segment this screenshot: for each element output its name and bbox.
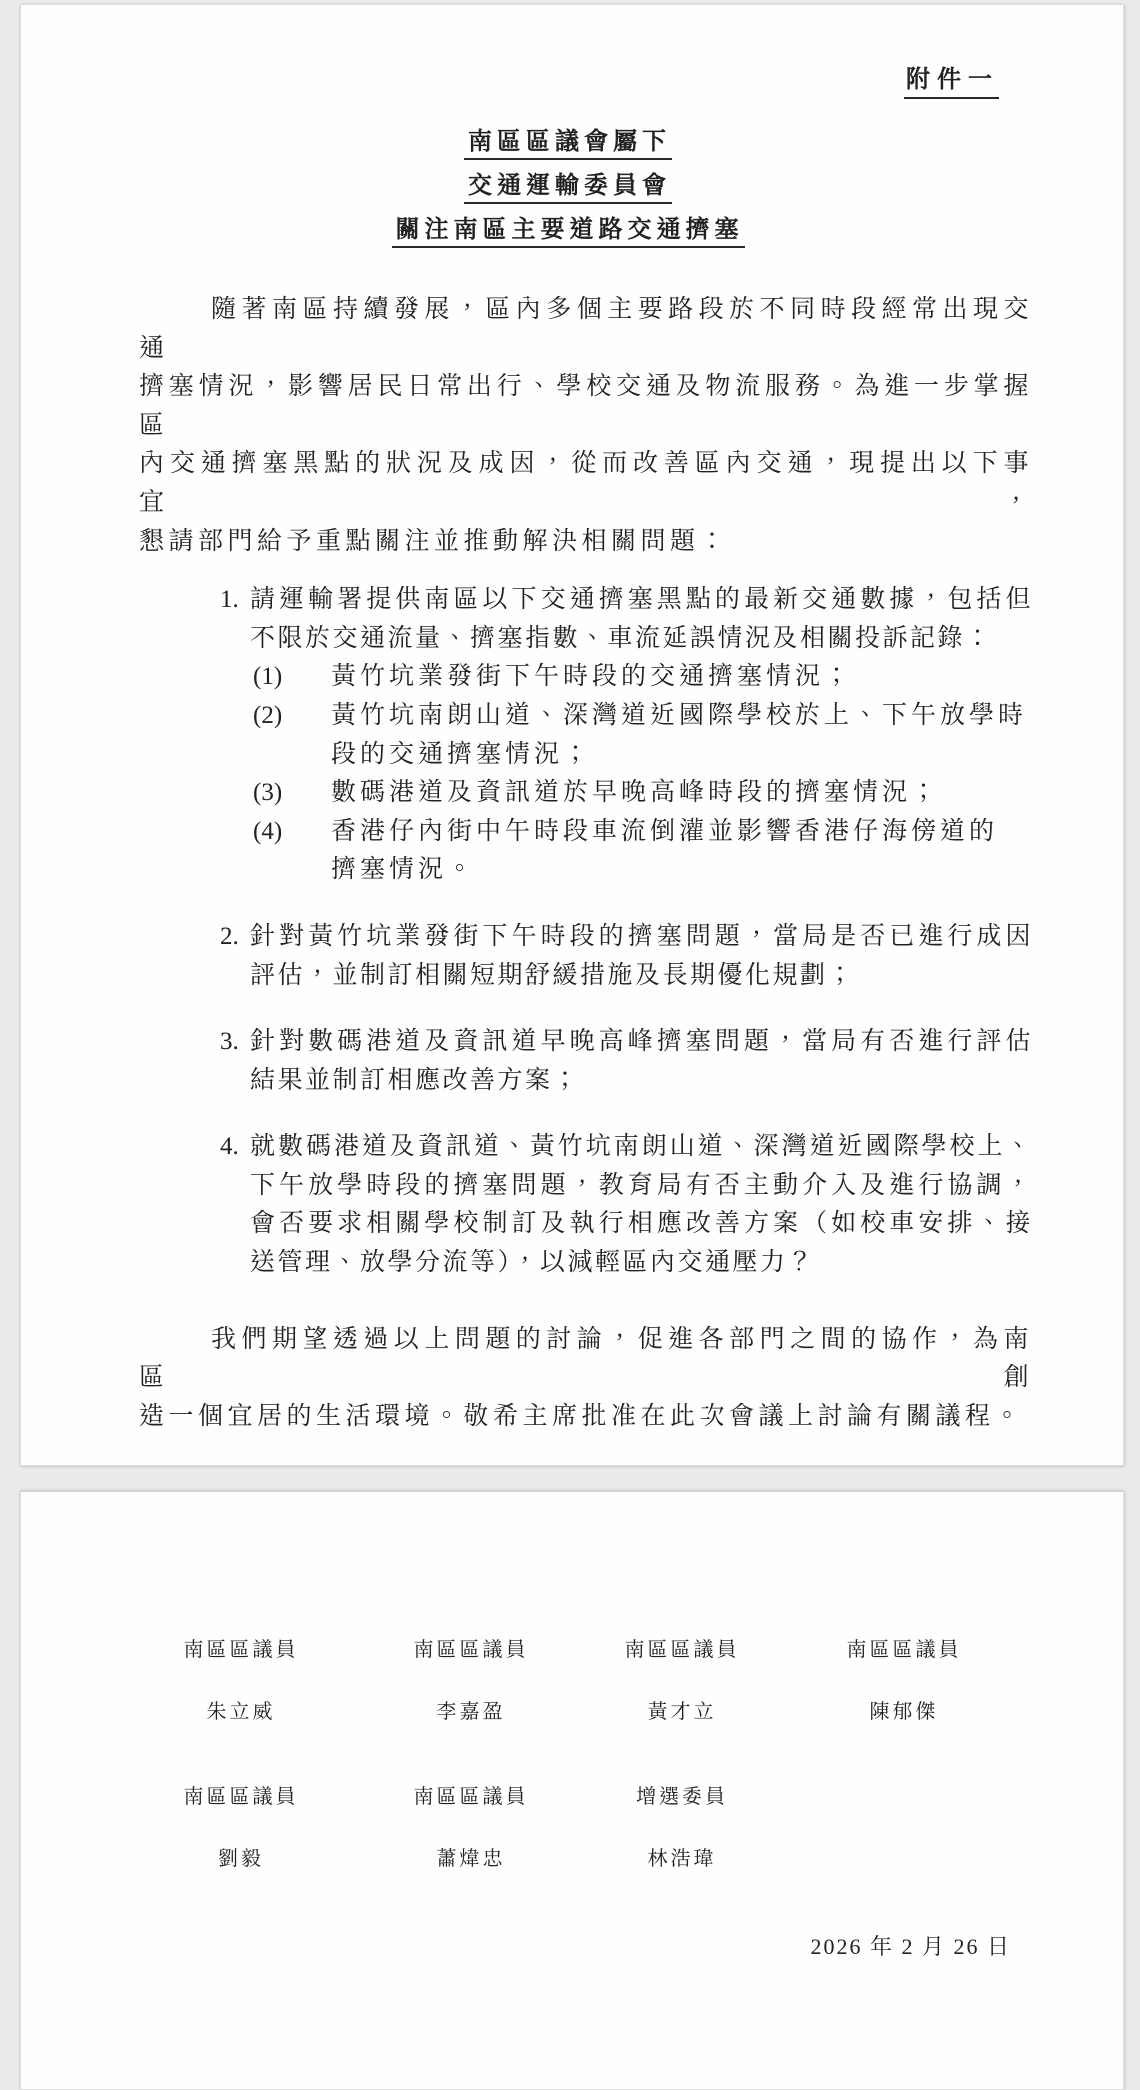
document-body (139, 291, 1033, 1436)
signatory-title: 南區區議員 (846, 1639, 962, 1661)
list-item (139, 1023, 1033, 1100)
sub-item-text (331, 658, 1033, 697)
sub-item-text (331, 697, 1033, 774)
signatory-name: 劉毅 (218, 1848, 264, 1870)
text-line: 我們期望透過以上問題的討論，促進各部門之間的協作，為南區創 (139, 1325, 1033, 1392)
sub-item-marker: (3) (253, 779, 283, 807)
sub-list-item (250, 658, 1033, 697)
list-item-text (250, 1128, 1033, 1282)
text-line: 針對黃竹坑業發街下午時段的擠塞問題，當局是否已進行成因 (250, 922, 1033, 950)
sub-list-item (250, 697, 1033, 774)
document-title-line: 交通運輸委員會 (464, 173, 672, 204)
list-item-number: 1. (220, 586, 239, 614)
document-date: 2026 年 2 月 26 日 (810, 1934, 1011, 1959)
text-line: 段的交通擠塞情況； (331, 740, 593, 768)
sub-item-text (331, 774, 1033, 813)
document-title (121, 129, 1015, 261)
text-line: 懇請部門給予重點關注並推動解決相關問題： (139, 527, 730, 555)
text-line: 擠塞情況，影響居民日常出行、學校交通及物流服務。為進一步掌握區 (139, 373, 1033, 439)
document-title-line: 南區區議會屬下 (464, 129, 672, 160)
document-title-row (121, 217, 1015, 248)
document-page-1 (20, 4, 1124, 1466)
signatory-title: 南區區議員 (183, 1786, 299, 1808)
text-line: 擠塞情況。 (331, 856, 477, 884)
signature-cell (146, 1785, 336, 1871)
signatory-name: 黃才立 (647, 1701, 717, 1723)
list-item-text (250, 918, 1033, 995)
list-item (139, 918, 1033, 995)
list-item (139, 1128, 1033, 1282)
text-line: 請運輸署提供南區以下交通擠塞黑點的最新交通數據，包括但 (250, 586, 1033, 614)
signature-cell (587, 1638, 777, 1724)
text-line: 香港仔內街中午時段車流倒灌並影響香港仔海傍道的 (331, 817, 999, 845)
list-item-text (250, 581, 1033, 658)
text-line: 評估，並制訂相關短期舒緩措施及長期優化規劃； (250, 961, 856, 989)
sub-item-marker: (2) (253, 701, 283, 729)
signatory-title: 南區區議員 (413, 1639, 529, 1661)
text-line: 數碼港道及資訊道於早晚高峰時段的擠塞情況； (331, 779, 941, 807)
signature-row-2 (21, 1785, 1125, 1905)
text-line: 內交通擠塞黑點的狀況及成因，從而改善區內交通，現提出以下事宜， (139, 450, 1033, 516)
signature-cell (587, 1785, 777, 1871)
signatory-name: 朱立威 (206, 1701, 276, 1723)
text-line: 針對數碼港道及資訊道早晚高峰擠塞問題，當局有否進行評估 (250, 1028, 1033, 1056)
text-line: 結果並制訂相應改善方案； (250, 1066, 581, 1094)
signatory-title: 增選委員 (636, 1786, 728, 1808)
text-line: 造一個宜居的生活環境。敬希主席批准在此次會議上討論有關議程。 (139, 1402, 1025, 1430)
text-line: 送管理、放學分流等），以減輕區內交通壓力？ (250, 1249, 816, 1277)
closing-paragraph (139, 1321, 1033, 1437)
list-item-number: 2. (220, 922, 239, 950)
signature-cell (376, 1638, 566, 1724)
sub-item-marker: (4) (253, 817, 283, 845)
signatory-title: 南區區議員 (413, 1786, 529, 1808)
document-title-line: 關注南區主要道路交通擠塞 (392, 217, 745, 248)
signatory-name: 蕭煒忠 (436, 1848, 506, 1870)
sub-item-marker: (1) (253, 663, 283, 691)
list-item-number: 3. (220, 1028, 239, 1056)
sub-list-item (250, 813, 1033, 890)
sub-item-text (331, 813, 1033, 890)
list-item-number: 4. (220, 1133, 239, 1161)
signatory-title: 南區區議員 (183, 1639, 299, 1661)
request-list (139, 581, 1033, 1283)
text-line: 黃竹坑南朗山道、深灣道近國際學校於上、下午放學時 (331, 701, 1028, 729)
list-item (139, 581, 1033, 890)
list-item-text (250, 1023, 1033, 1100)
sub-list-item (250, 774, 1033, 813)
signature-cell (146, 1638, 336, 1724)
text-line: 下午放學時段的擠塞問題，教育局有否主動介入及進行協調， (250, 1171, 1033, 1199)
text-line: 不限於交通流量、擠塞指數、車流延誤情況及相關投訴記錄： (250, 624, 993, 652)
annex-label: 附件一 (904, 59, 999, 99)
document-page-2 (20, 1490, 1124, 2090)
text-line: 就數碼港道及資訊道、黃竹坑南朗山道、深灣道近國際學校上、 (250, 1133, 1033, 1161)
signatory-title: 南區區議員 (624, 1639, 740, 1661)
text-line: 黃竹坑業發街下午時段的交通擠塞情況； (331, 663, 854, 691)
signature-row-1 (21, 1638, 1125, 1758)
signature-cell (809, 1638, 999, 1724)
sub-list (250, 658, 1033, 890)
signatory-name: 李嘉盈 (436, 1701, 506, 1723)
intro-paragraph (139, 291, 1033, 561)
signatory-name: 陳郁傑 (869, 1701, 939, 1723)
text-line: 會否要求相關學校制訂及執行相應改善方案（如校車安排、接 (250, 1210, 1033, 1238)
document-title-row (121, 173, 1015, 204)
signatory-name: 林浩瑋 (647, 1848, 717, 1870)
document-title-row (121, 129, 1015, 160)
signature-cell (376, 1785, 566, 1871)
text-line: 隨著南區持續發展，區內多個主要路段於不同時段經常出現交通 (139, 296, 1033, 362)
